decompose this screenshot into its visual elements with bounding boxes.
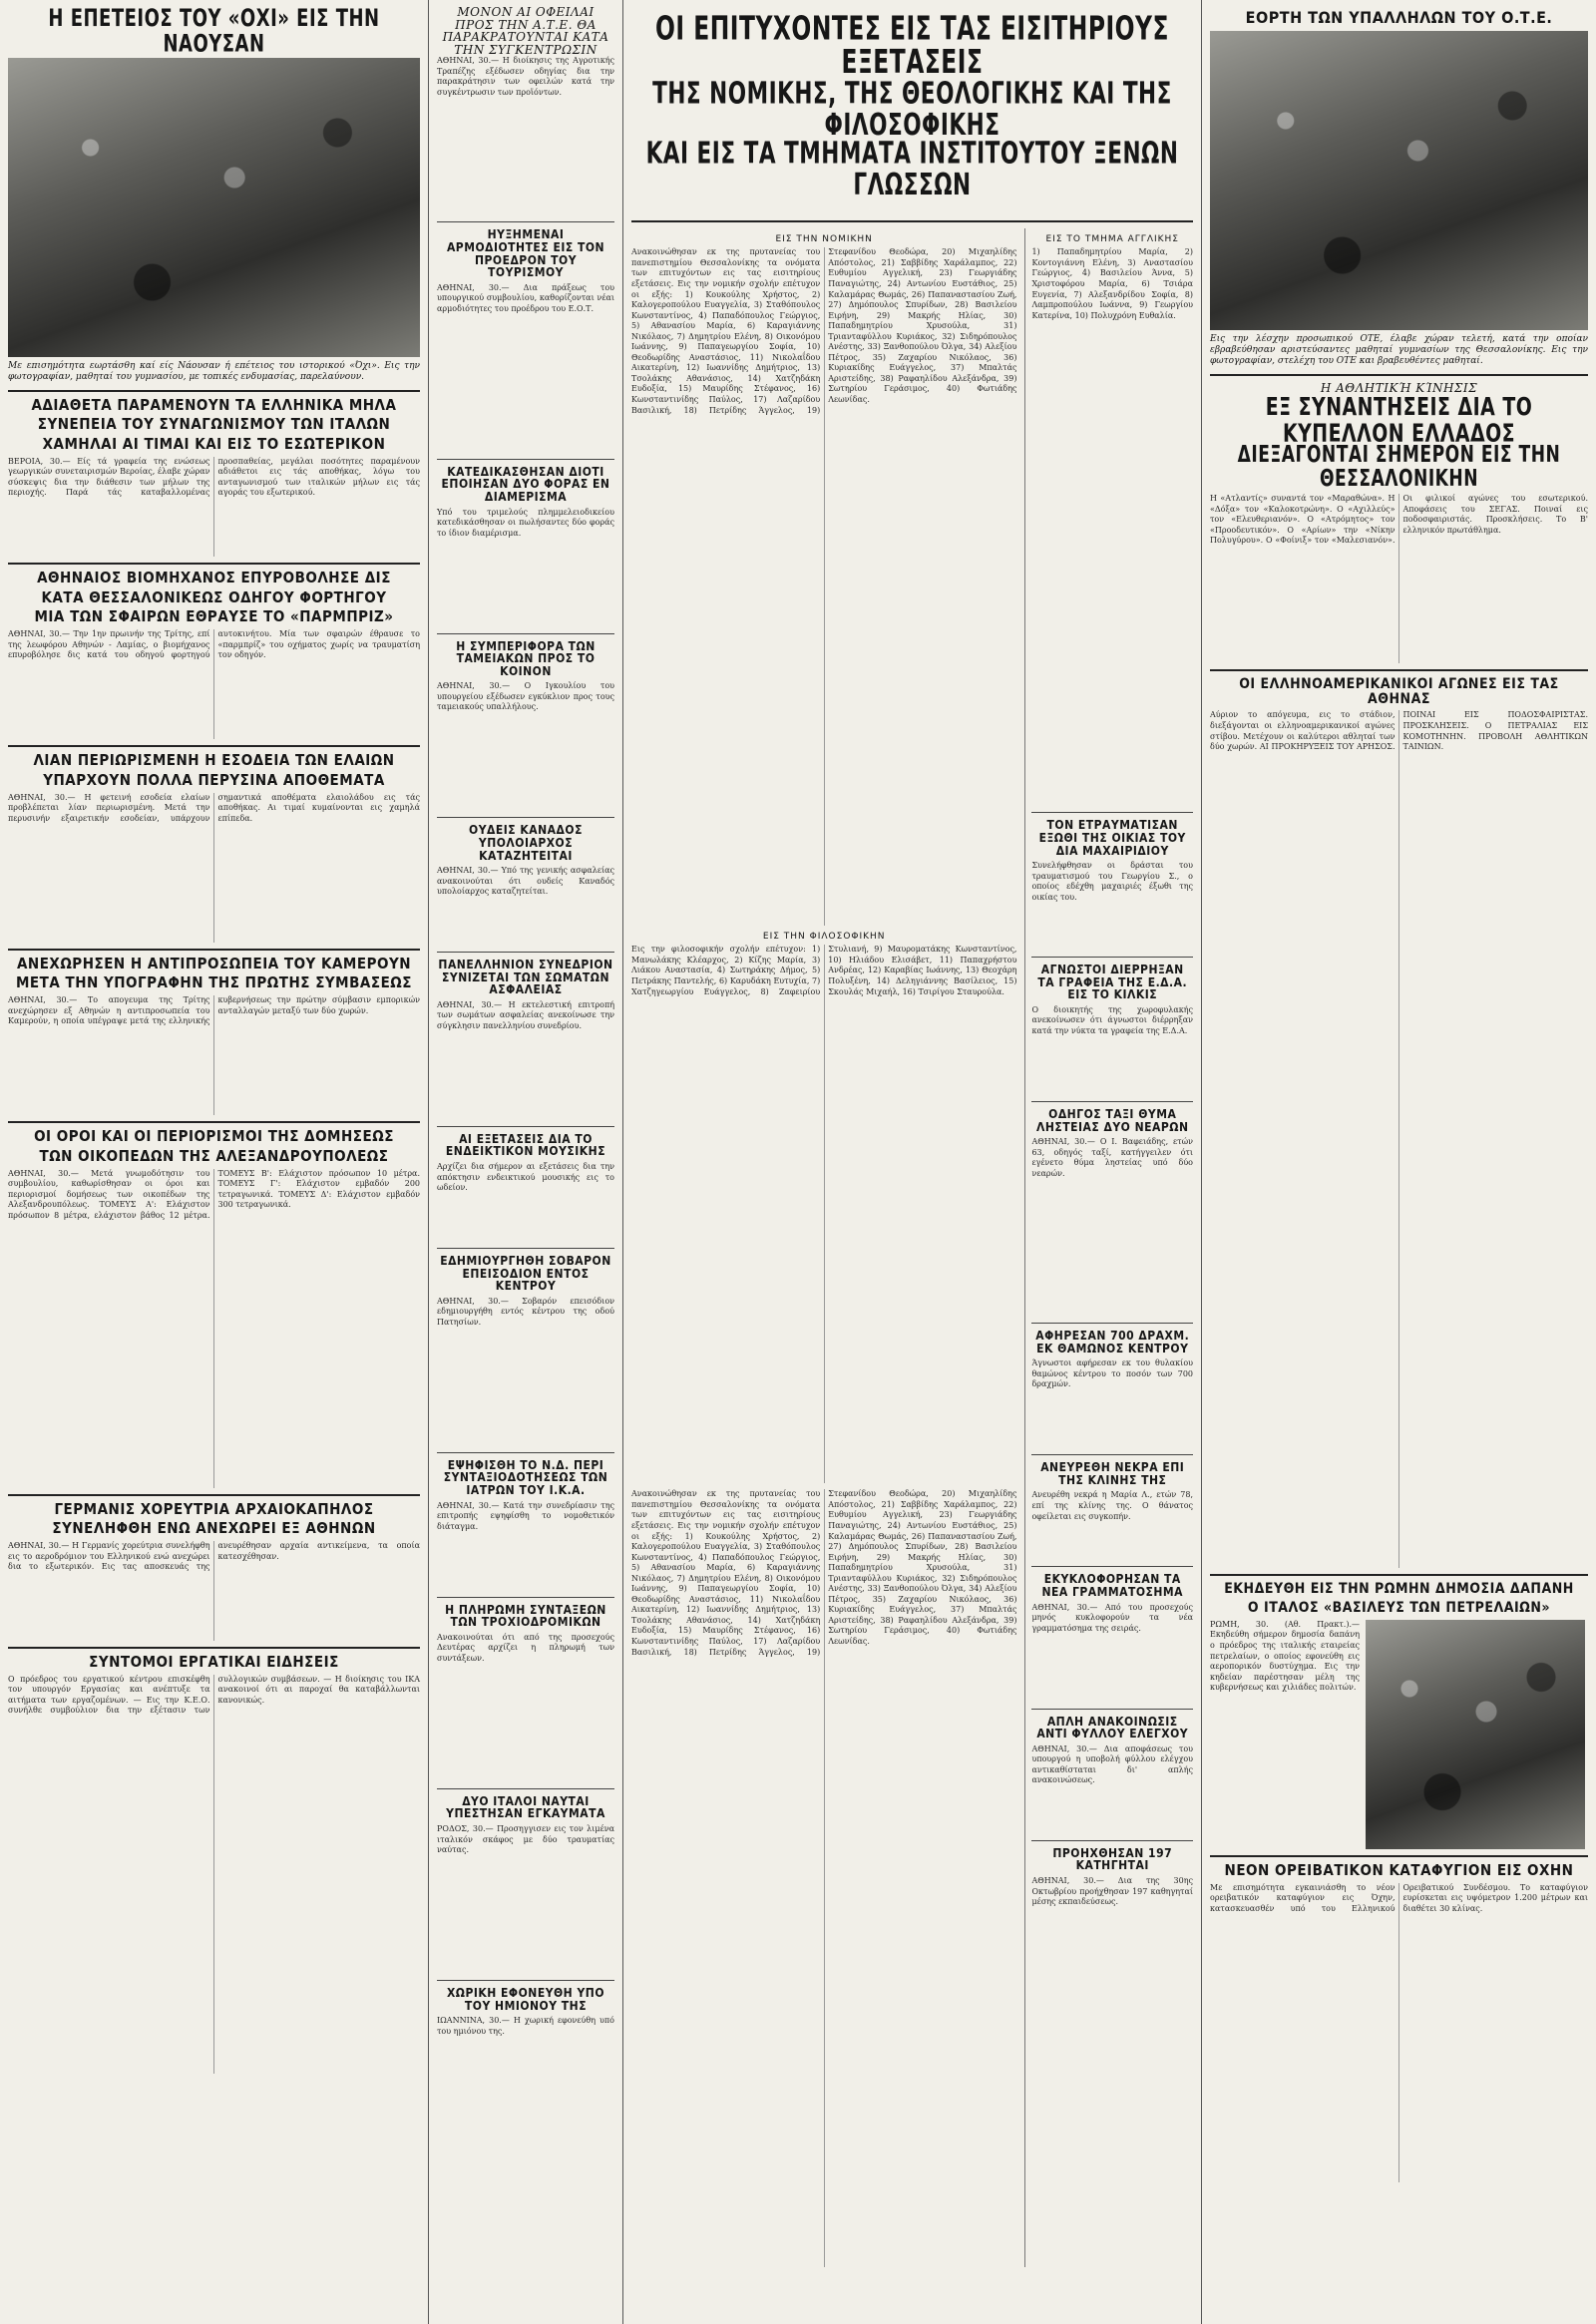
headline-alex-1: ΟΙ ΟΡΟΙ ΚΑΙ ΟΙ ΠΕΡΙΟΡΙΣΜΟΙ ΤΗΣ ΔΟΜΗΣΕΩΣ bbox=[34, 1127, 394, 1145]
article-music: Αρχίζει δια σήμερον αι εξετάσεις δια την απόκτησιν ενδεικτικού μουσικής εις το ωδείον. bbox=[437, 1162, 614, 1193]
headline-apples-2: ΣΥΝΕΠΕΙΑ ΤΟΥ ΣΥΝΑΓΩΝΙΣΜΟΥ ΤΩΝ ΙΤΑΛΩΝ bbox=[37, 415, 391, 434]
article-dead: Ανευρέθη νεκρά η Μαρία Λ., ετών 78, επί της κλίνης της. Ο θάνατος οφείλεται εις συγκοπήν. bbox=[1031, 1490, 1193, 1521]
divider bbox=[437, 1126, 614, 1127]
headline-promotions: ΠΡΟΗΧΘΗΣΑΝ 197 ΚΑΤΗΓΗΤΑΙ bbox=[1052, 1845, 1173, 1873]
divider bbox=[1210, 374, 1588, 376]
article-oil-king: ΡΩΜΗ, 30. (Αθ. Πρακτ.).— Εκηδεύθη σήμερον δημοσία δαπάνη ο πρόεδρος της ιταλικής εταιρείας πετρελαίων, ο οποίος εφονεύθη εις αεροπορικόν δυστύχημα. Εις την κηδείαν παρέστησαν μέλη της κυβερνήσεως και χιλιάδες πολιτών. bbox=[1210, 1619, 1360, 1693]
headline-ote: ΕΟΡΤΗ ΤΩΝ ΥΠΑΛΛΗΛΩΝ ΤΟΥ Ο.Τ.Ε. bbox=[1245, 8, 1553, 27]
headline-truck-3: ΜΙΑ ΤΩΝ ΣΦΑΙΡΩΝ ΕΘΡΑΥΣΕ ΤΟ «ΠΑΡΜΠΡΙΖ» bbox=[34, 607, 394, 626]
article-olives: ΑΘΗΝΑΙ, 30.— Η φετεινή εσοδεία ελαίων προβλέπεται λίαν περιωρισμένη. Μετά την περυσινήν εξαιρετικήν εσοδείαν, υπάρχουν σημαντικά αποθέματα ελαιολάδου εις τάς αποθήκας. Αι τιμαί κυμαίνονται εις χαμηλά επίπεδα. bbox=[8, 792, 420, 823]
divider bbox=[8, 745, 420, 747]
headline-tourism: ΗΥΞΗΜΕΝΑΙ ΑΡΜΟΔΙΟΤΗΤΕΣ ΕΙΣ ΤΟΝ ΠΡΟΕΔΡΟΝ ΤΟΥ ΤΟΥΡΙΣΜΟΥ bbox=[446, 227, 605, 280]
article-stamps: ΑΘΗΝΑΙ, 30.— Από του προσεχούς μηνός κυκλοφορούν τα νέα γραμματόσημα της σειράς. bbox=[1031, 1602, 1193, 1633]
column-right bbox=[1202, 0, 1596, 2324]
article-flat: Υπό του τριμελούς πλημμελειοδικείου κατεδικάσθησαν οι πωλήσαντες δύο φοράς το ίδιον διαμέρισμα. bbox=[437, 507, 614, 538]
headline-incident: ΕΔΗΜΙΟΥΡΓΗΘΗ ΣΟΒΑΡΟΝ ΕΠΕΙΣΟΔΙΟΝ ΕΝΤΟΣ ΚΕΝΤΡΟΥ bbox=[440, 1254, 611, 1294]
main-headline-3: ΚΑΙ ΕΙΣ ΤΑ ΤΜΗΜΑΤΑ ΙΝΣΤΙΤΟΥΤΟΥ ΞΕΝΩΝ ΓΛΩΣΣΩΝ bbox=[645, 136, 1179, 202]
main-headline-2: ΤΗΣ ΝΟΜΙΚΗΣ, ΤΗΣ ΘΕΟΛΟΓΙΚΗΣ ΚΑΙ ΤΗΣ ΦΙΛΟΣΟΦΙΚΗΣ bbox=[652, 75, 1172, 143]
divider bbox=[437, 221, 614, 222]
headline-insurance: ΠΑΝΕΛΛΗΝΙΟΝ ΣΥΝΕΔΡΙΟΝ ΣΥΝΙΖΕΤΑΙ ΤΩΝ ΣΩΜΑΤΩΝ ΑΣΦΑΛΕΙΑΣ bbox=[438, 958, 613, 997]
results-law: Ανακοινώθησαν εκ της πρυτανείας του πανεπιστημίου Θεσσαλονίκης τα ονόματα των επιτυχόντων εις τας εισιτηρίους εξετάσεις. Εις την νομικήν σχολήν επέτυχον οι εξής: 1) Κουκούλης Χρήστος, 2) Καλογεροπούλου Ευαγγελία, 3) Σταθόπουλος Κωνσταντίνος, 4) Παπαδόπουλος Γεώργιος, 5) Αθανασίου Μαρία, 6) Καραγιάννης Νικόλαος, 7) Δημητρίου Ελένη, 8) Οικονόμου Ιωάννης, 9) Παπαγεωργίου Σοφία, 10) Θεοδωρίδης Αναστάσιος, 11) Νικολαΐδου Αικατερίνη, 12) Ιωαννίδης Δημήτριος, 13) Τσολάκης Αθανάσιος, 14) Χατζηδάκη Ευδοξία, 15) Μαυρίδης Στέφανος, 16) Κωνσταντινίδης Παύλος, 17) Λαζαρίδου Βασιλική, 18) Πετρίδης Άγγελος, 19) Στεφανίδου Θεοδώρα, 20) Μιχαηλίδης Απόστολος, 21) Σαββίδης Χαράλαμπος, 22) Ευθυμίου Αγγελική, 23) Γεωργιάδης Παναγιώτης, 24) Αντωνίου Ευστάθιος, 25) Καλαμάρας Θωμάς, 26) Παπαναστασίου Ζωή, 27) Δημόπουλος Σπυρίδων, 28) Βασιλείου Ειρήνη, 29) Μακρής Ηλίας, 30) Παπαδημητρίου Χρυσούλα, 31) Τριανταφύλλου Κυριάκος, 32) Σιδηρόπουλος Ανέστης, 33) Ξανθοπούλου Όλγα, 34) Αλεξίου Πέτρος, 35) Ζαχαρίου Νικόλαος, 36) Κυριακίδης Ευάγγελος, 37) Μπαλτάς Αριστείδης, 38) Ραφαηλίδου Αλεξάνδρα, 39) Σωτηρίου Γεράσιμος, 40) Φωτιάδης Λεωνίδας. bbox=[631, 247, 1017, 415]
article-truck: ΑΘΗΝΑΙ, 30.— Την 1ην πρωινήν της Τρίτης, επί της λεωφόρου Αθηνών - Λαμίας, ο βιομήχανος επυροβόλησε δις κατά του οδηγού φορτηγού αυτοκινήτου. Μία των σφαιρών έθραυσε το «παρμπρίζ» του οχήματος χωρίς να τραυματίση τον οδηγόν. bbox=[8, 629, 420, 660]
divider bbox=[1031, 1566, 1193, 1567]
naousa-parade-photo bbox=[8, 58, 420, 357]
headline-dead: ΑΝΕΥΡΕΘΗ ΝΕΚΡΑ ΕΠΙ ΤΗΣ ΚΛΙΝΗΣ ΤΗΣ bbox=[1040, 1460, 1185, 1487]
divider bbox=[1210, 1574, 1588, 1576]
divider bbox=[437, 633, 614, 634]
article-cameroon: ΑΘΗΝΑΙ, 30.— Το απογευμα της Τρίτης ανεχώρησεν εξ Αθηνών η αντιπροσωπεία του Καμερούν, η οποία υπέγραψε μετά της ελληνικής κυβερνήσεως την πρώτην σύμβασιν εμπορικών ανταλλαγών μεταξύ των δύο χωρών. bbox=[8, 995, 420, 1026]
headline-funds: Η ΣΥΜΠΕΡΙΦΟΡΑ ΤΩΝ ΤΑΜΕΙΑΚΩΝ ΠΡΟΣ ΤΟ ΚΟΙΝΟΝ bbox=[456, 638, 596, 678]
headline-ate: ΜΟΝΟΝ ΑΙ ΟΦΕΙΛΑΙ ΠΡΟΣ ΤΗΝ Α.Τ.Ε. ΘΑ ΠΑΡΑΚΡΑΤΟΥΝΤΑΙ ΚΑΤΑ ΤΗΝ ΣΥΓΚΕΝΤΡΩΣΙΝ bbox=[442, 5, 609, 57]
headline-doctors: ΕΨΗΦΙΣΘΗ ΤΟ Ν.Δ. ΠΕΡΙ ΣΥΝΤΑΞΙΟΔΟΤΗΣΕΩΣ ΤΩΝ ΙΑΤΡΩΝ ΤΟΥ Ι.Κ.Α. bbox=[443, 1457, 608, 1498]
headline-canada: ΟΥΔΕΙΣ ΚΑΝΑΔΟΣ ΥΠΟΛΟΙΑΡΧΟΣ ΚΑΤΑΖΗΤΕΙΤΑΙ bbox=[469, 823, 583, 863]
headline-labor: ΣΥΝΤΟΜΟΙ ΕΡΓΑΤΙΚΑΙ ΕΙΔΗΣΕΙΣ bbox=[89, 1653, 339, 1671]
results-english: 1) Παπαδημητρίου Μαρία, 2) Κοντογιάννη Ελένη, 3) Αναστασίου Γεώργιος, 4) Βασιλείου Άννα, 5) Χριστοφόρου Μαρία, 6) Τσιάρα Ευγενία, 7) Αλεξανδρίδου Σοφία, 8) Λαμπροπούλου Ιωάννα, 9) Γεωργίου Κατερίνα, 10) Πολυχρόνη Ευθαλία. bbox=[1031, 247, 1193, 320]
headline-oil-king-2: Ο ΙΤΑΛΟΣ «ΒΑΣΙΛΕΥΣ ΤΩΝ ΠΕΤΡΕΛΑΙΩΝ» bbox=[1247, 1600, 1551, 1617]
headline-cameroon-1: ΑΝΕΧΩΡΗΣΕΝ Η ΑΝΤΙΠΡΟΣΩΠΕΙΑ ΤΟΥ ΚΑΜΕΡΟΥΝ bbox=[16, 954, 412, 972]
divider bbox=[1031, 1709, 1193, 1710]
divider bbox=[437, 1788, 614, 1789]
main-headline-1: ΟΙ ΕΠΙΤΥΧΟΝΤΕΣ ΕΙΣ ΤΑΣ ΕΙΣΙΤΗΡΙΟΥΣ ΕΞΕΤΑΣΕΙΣ bbox=[655, 10, 1169, 83]
label-law: ΕΙΣ ΤΗΝ ΝΟΜΙΚΗΝ bbox=[775, 234, 873, 245]
headline-stabbing: ΤΟΝ ΕΤΡΑΥΜΑΤΙΣΑΝ ΕΞΩΘΙ ΤΗΣ ΟΙΚΙΑΣ ΤΟΥ ΔΙΑ ΜΑΧΑΙΡΙΔΙΟΥ bbox=[1038, 818, 1186, 858]
headline-arch-1: ΓΕΡΜΑΝΙΣ ΧΟΡΕΥΤΡΙΑ ΑΡΧΑΙΟΚΑΠΗΛΟΣ bbox=[54, 1499, 374, 1518]
divider bbox=[437, 1597, 614, 1598]
headline-oil-king-1: ΕΚΗΔΕΥΘΗ ΕΙΣ ΤΗΝ ΡΩΜΗΝ ΔΗΜΟΣΙΑ ΔΑΠΑΝΗ bbox=[1224, 1581, 1574, 1598]
headline-flat: ΚΑΤΕΔΙΚΑΣΘΗΣΑΝ ΔΙΟΤΙ ΕΠΟΙΗΣΑΝ ΔΥΟ ΦΟΡΑΣ ΕΝ ΔΙΑΜΕΡΙΣΜΑ bbox=[441, 464, 610, 504]
column-center bbox=[623, 0, 1202, 2324]
headline-truck-2: ΚΑΤΑ ΘΕΣΣΑΛΟΝΙΚΕΩΣ ΟΔΗΓΟΥ ΦΟΡΤΗΓΟΥ bbox=[41, 587, 387, 606]
column-left bbox=[0, 0, 429, 2324]
headline-sailors: ΔΥΟ ΙΤΑΛΟΙ ΝΑΥΤΑΙ ΥΠΕΣΤΗΣΑΝ ΕΓΚΑΥΜΑΤΑ bbox=[446, 1793, 605, 1821]
article-funds: ΑΘΗΝΑΙ, 30.— Ο Ιγκουλίου του υπουργείου εξέδωσεν εγκύκλιον προς τους ταμειακούς υπαλλήλους. bbox=[437, 681, 614, 712]
headline-eda: ΑΓΝΩΣΤΟΙ ΔΙΕΡΡΗΞΑΝ ΤΑ ΓΡΑΦΕΙΑ ΤΗΣ Ε.Δ.Α. ΕΙΣ ΤΟ ΚΙΛΚΙΣ bbox=[1037, 963, 1188, 1002]
label-english: ΕΙΣ ΤΟ ΤΜΗΜΑ ΑΓΓΛΙΚΗΣ bbox=[1045, 234, 1179, 245]
article-greek-american: Αύριον το απόγευμα, εις το στάδιον, διεξάγονται οι ελληνοαμερικανικοί αγώνες στίβου. Μετέχουν οι καλύτεροι αθληταί των δύο χωρών. ΑΙ ΠΡΟΚΗΡΥΞΕΙΣ ΤΟΥ ΑΡΗΣΟΣ. ΠΟΙΝΑΙ ΕΙΣ ΠΟΔΟΣΦΑΙΡΙΣΤΑΣ. ΠΡΟΣΚΛΗΣΕΙΣ. Ο ΠΕΤΡΑΛΙΑΣ ΕΙΣ ΚΟΜΟΤΗΝΗΝ. ΠΡΟΒΟΛΗ ΑΘΛΗΤΙΚΩΝ ΤΑΙΝΙΩΝ. bbox=[1210, 710, 1588, 752]
photo-caption-naousa: Με επισημότητα εωρτάσθη καί είς Νάουσαν ή επέτειος του ιστορικού «Όχι». Εις την φωτογραφίαν, μαθηταί του γυμνασίου, με τοπικές ενδυμασίας, παρελαύνουν. bbox=[8, 361, 420, 383]
divider bbox=[8, 1121, 420, 1123]
divider bbox=[437, 459, 614, 460]
article-apples: ΒΕΡΟΙΑ, 30.— Είς τά γραφεία της ενώσεως γεωργικών συνεταιρισμών Βεροίας, έλαβε χώραν σύσκεψις δια την διάθεσιν των μήλων της περιοχής. Παρά τάς καταβαλλομένας προσπαθείας, μεγάλαι ποσότητες παραμένουν αδιάθετοι εις τάς αποθήκας, λόγω του ανταγωνισμού των ιταλικών μήλων εις τάς αγοράς του εξωτερικού. bbox=[8, 456, 420, 498]
headline-alex-2: ΤΩΝ ΟΙΚΟΠΕΔΩΝ ΤΗΣ ΑΛΕΞΑΝΔΡΟΥΠΟΛΕΩΣ bbox=[39, 1146, 389, 1165]
article-doctors: ΑΘΗΝΑΙ, 30.— Κατά την συνεδρίασιν της επιτροπής εψηφίσθη το νομοθετικόν διάταγμα. bbox=[437, 1500, 614, 1531]
divider bbox=[1210, 669, 1588, 671]
headline-olives-1: ΛΙΑΝ ΠΕΡΙΩΡΙΣΜΕΝΗ Η ΕΣΟΔΕΙΑ ΤΩΝ ΕΛΑΙΩΝ bbox=[33, 751, 395, 769]
article-taxi: ΑΘΗΝΑΙ, 30.— Ο Ι. Βαφειάδης, ετών 63, οδηγός ταξί, κατήγγειλεν ότι εγένετο θύμα ληστείας υπό δύο νεαρών. bbox=[1031, 1137, 1193, 1178]
headline-cup-1: ΕΞ ΣΥΝΑΝΤΗΣΕΙΣ ΔΙΑ ΤΟ ΚΥΠΕΛΛΟΝ ΕΛΛΑΔΟΣ bbox=[1265, 392, 1533, 448]
side-news bbox=[1024, 228, 1193, 2267]
results-philosophy: Εις την φιλοσοφικήν σχολήν επέτυχον: 1) Μανωλάκης Κλέαρχος, 2) Κίζης Μαρία, 3) Λιάκου Αναστασία, 4) Σωτηράκης Δήμος, 5) Πετράκης Παντελής, 6) Καρυδάκη Ευτυχία, 7) Χατζηγεωργίου Ευάγγελος, 8) Ζαφειρίου Στυλιανή, 9) Μαυροματάκης Κωνσταντίνος, 10) Ηλιάδου Ελισάβετ, 11) Παπαχρήστου Ανδρέας, 12) Καραβίας Ιωάννης, 13) Θεοχάρη Πολυξένη, 14) Δεληγιάννης Βασίλειος, 15) Σκουλάς Μιχαήλ, 16) Τσιρίγου Σταυρούλα. bbox=[631, 945, 1017, 996]
divider bbox=[1031, 1454, 1193, 1455]
headline-tram: Η ΠΛΗΡΩΜΗ ΣΥΝΤΑΞΕΩΝ ΤΩΝ ΤΡΟΧΙΟΔΡΟΜΙΚΩΝ bbox=[445, 1602, 606, 1630]
headline-cup-2: ΔΙΕΞΑΓΟΝΤΑΙ ΣΗΜΕΡΟΝ ΕΙΣ ΤΗΝ ΘΕΣΣΑΛΟΝΙΚΗΝ bbox=[1237, 441, 1561, 493]
headline-olives-2: ΥΠΑΡΧΟΥΝ ΠΟΛΛΑ ΠΕΡΥΣΙΝΑ ΑΠΟΘΕΜΑΤΑ bbox=[43, 770, 385, 789]
headline-taxi: ΟΔΗΓΟΣ ΤΑΞΙ ΘΥΜΑ ΛΗΣΤΕΙΑΣ ΔΥΟ ΝΕΑΡΩΝ bbox=[1035, 1106, 1189, 1134]
article-stabbing: Συνελήφθησαν οι δράσται του τραυματισμού του Γεωργίου Σ., ο οποίος εδέχθη μαχαιριές έξωθι της οικίας του. bbox=[1031, 861, 1193, 902]
headline-robbery: ΑΦΗΡΕΣΑΝ 700 ΔΡΑΧΜ. ΕΚ ΘΑΜΩΝΟΣ ΚΕΝΤΡΟΥ bbox=[1035, 1329, 1190, 1356]
headline-peasant: ΧΩΡΙΚΗ ΕΦΟΝΕΥΘΗ ΥΠΟ ΤΟΥ ΗΜΙΟΝΟΥ ΤΗΣ bbox=[446, 1986, 605, 2013]
headline-truck-1: ΑΘΗΝΑΙΟΣ ΒΙΟΜΗΧΑΝΟΣ ΕΠΥΡΟΒΟΛΗΣΕ ΔΙΣ bbox=[37, 568, 391, 586]
divider bbox=[8, 563, 420, 565]
results-block bbox=[631, 228, 1016, 2267]
article-alexandroupolis: ΑΘΗΝΑΙ, 30.— Μετά γνωμοδότησιν του συμβουλίου, καθωρίσθησαν οι όροι και περιορισμοί δομήσεως των οικοπέδων της Αλεξανδρουπόλεως. ΤΟΜΕΥΣ Α': Ελάχιστον πρόσωπον 8 μέτρα, ελάχιστον βάθος 12 μέτρα. ΤΟΜΕΥΣ Β': Ελάχιστον πρόσωπον 10 μέτρα. ΤΟΜΕΥΣ Γ': Ελάχιστον εμβαδόν 200 τετραγωνικά. ΤΟΜΕΥΣ Δ': Ελάχιστον εμβαδόν 300 τετραγωνικά. bbox=[8, 1168, 420, 1220]
divider bbox=[8, 1494, 420, 1496]
divider bbox=[1031, 957, 1193, 958]
article-antiquities: ΑΘΗΝΑΙ, 30.— Η Γερμανίς χορεύτρια συνελήφθη εις το αεροδρόμιον του Ελληνικού ενώ ανεχώρει δια το εξωτερικόν. Εις τας αποσκευάς της ανευρέθησαν αρχαία αντικείμενα, τα οποία κατεσχέθησαν. bbox=[8, 1541, 420, 1572]
headline-cameroon-2: ΜΕΤΑ ΤΗΝ ΥΠΟΓΡΑΦΗΝ ΤΗΣ ΠΡΩΤΗΣ ΣΥΜΒΑΣΕΩΣ bbox=[16, 973, 412, 992]
article-sailors: ΡΟΔΟΣ, 30.— Προσηγγισεν εις τον λιμένα ιταλικόν σκάφος με δύο τραυματίας ναύτας. bbox=[437, 1824, 614, 1855]
photo-caption-ote: Εις την λέσχην προσωπικού ΟΤΕ, έλαβε χώραν τελετή, κατά την οποίαν εβραβεύθησαν αριστεύσαντες μαθηταί γυμνασίων της Θεσσαλονίκης. Εις την φωτογραφίαν, στελέχη του ΟΤΕ και βραβευθέντες μαθηταί. bbox=[1210, 333, 1588, 367]
divider bbox=[437, 817, 614, 818]
divider bbox=[1031, 812, 1193, 813]
headline-greek-american: ΟΙ ΕΛΛΗΝΟΑΜΕΡΙΚΑΝΙΚΟΙ ΑΓΩΝΕΣ ΕΙΣ ΤΑΣ ΑΘΗΝΑΣ bbox=[1239, 676, 1559, 707]
divider bbox=[8, 949, 420, 951]
headline-naousa: Η ΕΠΕΤΕΙΟΣ ΤΟΥ «ΟΧΙ» ΕΙΣ ΤΗΝ ΝΑΟΥΣΑΝ bbox=[48, 3, 380, 58]
divider bbox=[437, 952, 614, 953]
ote-ceremony-photo bbox=[1210, 31, 1588, 330]
article-robbery: Άγνωστοι αφήρεσαν εκ του θυλακίου θαμώνος κέντρου το ποσόν των 700 δραχμών. bbox=[1031, 1358, 1193, 1389]
article-promotions: ΑΘΗΝΑΙ, 30.— Δια της 30ης Οκτωβρίου προήχθησαν 197 καθηγηταί μέσης εκπαιδεύσεως. bbox=[1031, 1876, 1193, 1907]
section-sports-label: Η ΑΘΛΗΤΙΚΉ ΚΊΝΗΣΙΣ bbox=[1320, 380, 1478, 395]
article-cup: Η «Ατλαντίς» συναντά τον «Μαραθώνα». Η «Δόξα» τον «Καλοκοτρώνη». Ο «Αχιλλεύς» τον «Ελευθεριανόν». Ο «Ατρόμητος» τον «Προοδευτικόν». Ο «Αρίων» την «Νίκην Πολυγύρου». Ο «Φοίνιξ» τον «Μαλεσιανόν». Οι φιλικοί αγώνες του εσωτερικού. Αποφάσεις του ΣΕΓΑΣ. Ποιναί εις ποδοσφαιριστάς. Προσκλήσεις. Το Β' ελληνικόν πρωτάθλημα. bbox=[1210, 494, 1588, 546]
article-peasant: ΙΩΑΝΝΙΝΑ, 30.— Η χωρική εφονεύθη υπό του ημιόνου της. bbox=[437, 2016, 614, 2036]
divider bbox=[8, 1647, 420, 1649]
column-narrow bbox=[429, 0, 623, 2324]
article-incident: ΑΘΗΝΑΙ, 30.— Σοβαρόν επεισόδιον εδημιουργήθη εντός κέντρου της οδού Πατησίων. bbox=[437, 1296, 614, 1327]
headline-apples-3: ΧΑΜΗΛΑΙ ΑΙ ΤΙΜΑΙ ΚΑΙ ΕΙΣ ΤΟ ΕΣΩΤΕΡΙΚΟΝ bbox=[42, 435, 386, 453]
divider bbox=[1210, 1855, 1588, 1857]
article-canada: ΑΘΗΝΑΙ, 30.— Υπό της γενικής ασφαλείας ανακοινούται ότι ουδείς Καναδός υπολοίαρχος καταζητείται. bbox=[437, 866, 614, 897]
headline-shelter: ΝΕΟΝ ΟΡΕΙΒΑΤΙΚΟΝ ΚΑΤΑΦΥΓΙΟΝ ΕΙΣ ΟΧΗΝ bbox=[1224, 1860, 1574, 1879]
divider bbox=[437, 1452, 614, 1453]
divider bbox=[1031, 1840, 1193, 1841]
headline-sheet: ΑΠΛΗ ΑΝΑΚΟΙΝΩΣΙΣ ΑΝΤΙ ΦΥΛΛΟΥ ΕΛΕΓΧΟΥ bbox=[1036, 1714, 1189, 1742]
article-labor: Ο πρόεδρος του εργατικού κέντρου επισκέφθη τον υπουργόν Εργασίας και ανέπτυξε τα αιτήματα των εργαζομένων. — Εις την Κ.Ε.Ο. συνήλθε συμβούλιον δια την εξέτασιν των συλλογικών συμβάσεων. — Η διοίκησις του ΙΚΑ ανακοινοί ότι αι παροχαί θα καταβάλλωνται κανονικώς. bbox=[8, 1674, 420, 1716]
divider bbox=[1031, 1101, 1193, 1102]
divider bbox=[1031, 1323, 1193, 1324]
divider bbox=[8, 390, 420, 392]
article-tram: Ανακοινούται ότι από της προσεχούς Δευτέρας αρχίζει η πληρωμή των συντάξεων. bbox=[437, 1632, 614, 1663]
divider bbox=[437, 1248, 614, 1249]
article-shelter: Με επισημότητα εγκαινιάσθη το νέον ορειβατικόν καταφύγιον εις Όχην, κατασκευασθέν υπό του Ελληνικού Ορειβατικού Συνδέσμου. Το καταφύγιον ευρίσκεται εις υψόμετρον 1.200 μέτρων και διαθέτει 30 κλίνας. bbox=[1210, 1882, 1588, 1913]
headline-music: ΑΙ ΕΞΕΤΑΣΕΙΣ ΔΙΑ ΤΟ ΕΝΔΕΙΚΤΙΚΟΝ ΜΟΥΣΙΚΗΣ bbox=[445, 1131, 606, 1159]
headline-arch-2: ΣΥΝΕΛΗΦΘΗ ΕΝΩ ΑΝΕΧΩΡΕΙ ΕΞ ΑΘΗΝΩΝ bbox=[52, 1519, 376, 1538]
divider bbox=[631, 220, 1193, 222]
article-tourism: ΑΘΗΝΑΙ, 30.— Δια πράξεως του υπουργικού συμβουλίου, καθορίζονται νέαι αρμοδιότητες του προέδρου του Ε.Ο.Τ. bbox=[437, 282, 614, 313]
article-insurance: ΑΘΗΝΑΙ, 30.— Η εκτελεστική επιτροπή των σωμάτων ασφαλείας ανεκοίνωσε την σύγκλησιν πανελληνίου συνεδρίου. bbox=[437, 999, 614, 1030]
article-ate: ΑΘΗΝΑΙ, 30.— Η διοίκησις της Αγροτικής Τραπέζης εξέδωσεν οδηγίας δια την παρακράτησιν των οφειλών κατά την συγκέντρωσιν των προϊόντων. bbox=[437, 56, 614, 98]
headline-apples-1: ΑΔΙΑΘΕΤΑ ΠΑΡΑΜΕΝΟΥΝ ΤΑ ΕΛΛΗΝΙΚΑ ΜΗΛΑ bbox=[31, 395, 397, 414]
label-philosophy: ΕΙΣ ΤΗΝ ΦΙΛΟΣΟΦΙΚΗΝ bbox=[762, 932, 886, 943]
headline-stamps: ΕΚΥΚΛΟΦΟΡΗΣΑΝ ΤΑ ΝΕΑ ΓΡΑΜΜΑΤΟΣΗΜΑ bbox=[1041, 1572, 1184, 1600]
article-sheet: ΑΘΗΝΑΙ, 30.— Δια αποφάσεως του υπουργού η υποβολή φύλλου ελέγχου αντικαθίσταται δι' απλής ανακοινώσεως. bbox=[1031, 1743, 1193, 1785]
article-eda: Ο διοικητής της χωροφυλακής ανεκοίνωσεν ότι άγνωστοι διέρρηξαν κατά την νύκτα τα γραφεία της Ε.Δ.Α. bbox=[1031, 1004, 1193, 1035]
oil-king-photo bbox=[1366, 1620, 1585, 1849]
divider bbox=[437, 1980, 614, 1981]
results-continued: Ανακοινώθησαν εκ της πρυτανείας του πανεπιστημίου Θεσσαλονίκης τα ονόματα των επιτυχόντων εις τας εισιτηρίους εξετάσεις. Εις την νομικήν σχολήν επέτυχον οι εξής: 1) Κουκούλης Χρήστος, 2) Καλογεροπούλου Ευαγγελία, 3) Σταθόπουλος Κωνσταντίνος, 4) Παπαδόπουλος Γεώργιος, 5) Αθανασίου Μαρία, 6) Καραγιάννης Νικόλαος, 7) Δημητρίου Ελένη, 8) Οικονόμου Ιωάννης, 9) Παπαγεωργίου Σοφία, 10) Θεοδωρίδης Αναστάσιος, 11) Νικολαΐδου Αικατερίνη, 12) Ιωαννίδης Δημήτριος, 13) Τσολάκης Αθανάσιος, 14) Χατζηδάκη Ευδοξία, 15) Μαυρίδης Στέφανος, 16) Κωνσταντινίδης Παύλος, 17) Λαζαρίδου Βασιλική, 18) Πετρίδης Άγγελος, 19) Στεφανίδου Θεοδώρα, 20) Μιχαηλίδης Απόστολος, 21) Σαββίδης Χαράλαμπος, 22) Ευθυμίου Αγγελική, 23) Γεωργιάδης Παναγιώτης, 24) Αντωνίου Ευστάθιος, 25) Καλαμάρας Θωμάς, 26) Παπαναστασίου Ζωή, 27) Δημόπουλος Σπυρίδων, 28) Βασιλείου Ειρήνη, 29) Μακρής Ηλίας, 30) Παπαδημητρίου Χρυσούλα, 31) Τριανταφύλλου Κυριάκος, 32) Σιδηρόπουλος Ανέστης, 33) Ξανθοπούλου Όλγα, 34) Αλεξίου Πέτρος, 35) Ζαχαρίου Νικόλαος, 36) Κυριακίδης Ευάγγελος, 37) Μπαλτάς Αριστείδης, 38) Ραφαηλίδου Αλεξάνδρα, 39) Σωτηρίου Γεράσιμος, 40) Φωτιάδης Λεωνίδας. bbox=[631, 1489, 1017, 1657]
